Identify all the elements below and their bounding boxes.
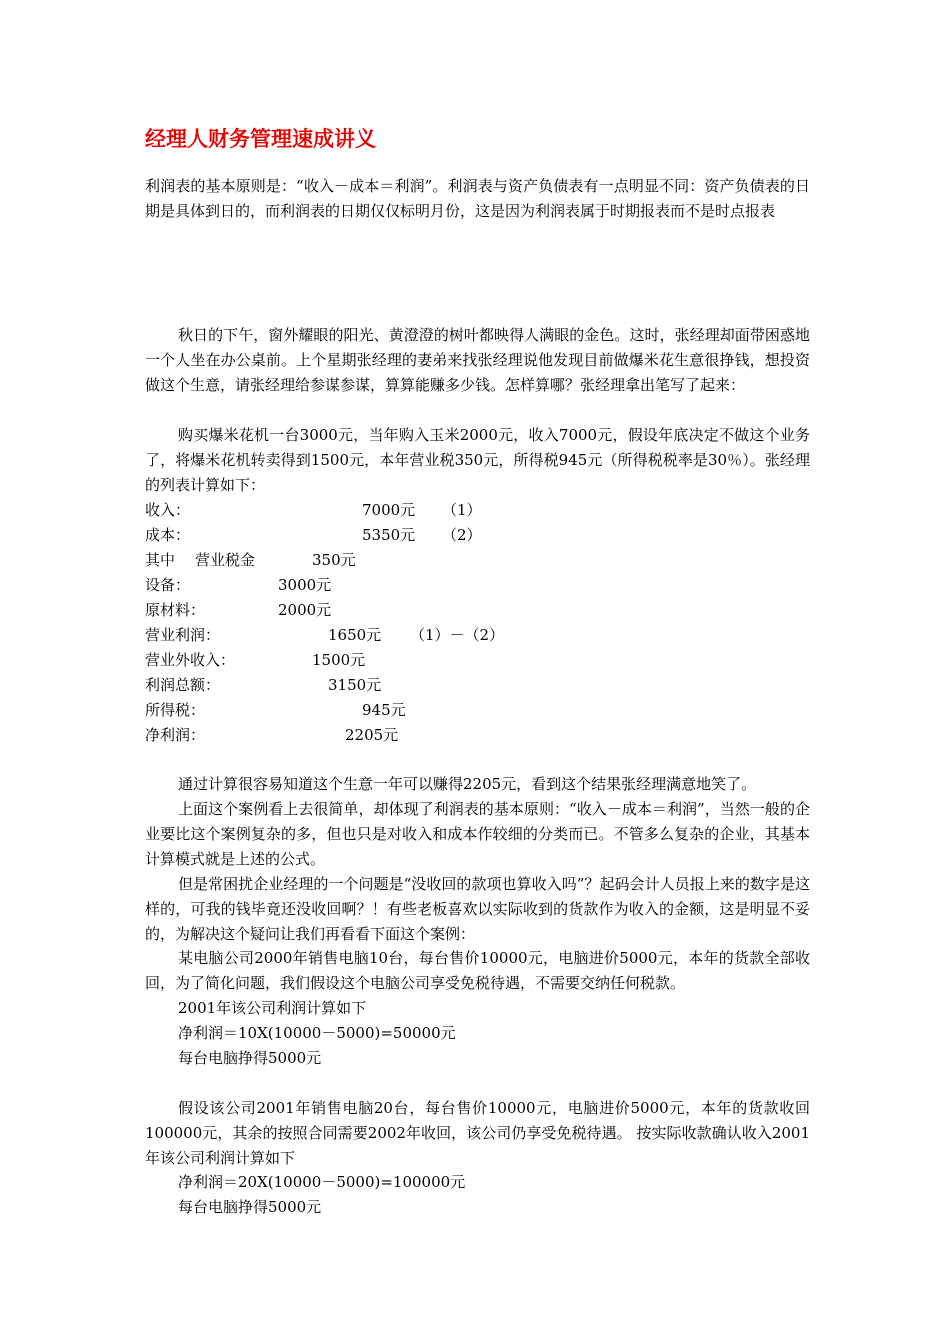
equipment-label: 设备：: [145, 576, 191, 594]
paragraph-result: 通过计算很容易知道这个生意一年可以赚得2205元，看到这个结果张经理满意地笑了。: [178, 775, 757, 793]
case2-formula: 净利润＝20X(10000－5000)=100000元: [178, 1173, 466, 1191]
paragraph-case-2: 假设该公司2001年销售电脑20台，每台售价10000元，电脑进价5000元，本年的货款收回100000元，其余的按照合同需要2002年收回，该公司仍享受免税待遇。 按实际收款确认收入2001年该公司利润计算如下: [145, 1099, 810, 1167]
total-profit-label: 利润总额：: [145, 676, 221, 694]
cost-note: （2）: [442, 526, 482, 544]
total-profit-value: 3150元: [328, 676, 382, 694]
paragraph-case-computer: 某电脑公司2000年销售电脑10台，每台售价10000元，电脑进价5000元，本年的货款全部收回，为了简化问题，我们假设这个电脑公司享受免税待遇，不需要交纳任何税款。: [145, 949, 810, 992]
operating-profit-label: 营业利润：: [145, 626, 221, 644]
materials-label: 原材料：: [145, 601, 206, 619]
revenue-note: （1）: [442, 501, 482, 519]
equipment-value: 3000元: [278, 576, 332, 594]
cost-value: 5350元: [362, 526, 416, 544]
case1-heading: 2001年该公司利润计算如下: [178, 999, 367, 1017]
story-paragraph-2: 购买爆米花机一台3000元，当年购入玉米2000元，收入7000元，假设年底决定不做这个业务了，将爆米花机转卖得到1500元，本年营业税350元，所得税945元（所得税税率是30％）。张经理的列表计算如下：: [145, 426, 810, 494]
paragraph-question: 但是常困扰企业经理的一个问题是“没收回的款项也算收入吗”？起码会计人员报上来的数字是这样的，可我的钱毕竟还没收回啊？！有些老板喜欢以实际收到的货款作为收入的金额，这是明显不妥的，为解决这个疑问让我们再看看下面这个案例：: [145, 875, 810, 943]
operating-profit-note: （1）－（2）: [410, 626, 505, 644]
case1-formula: 净利润＝10X(10000－5000)=50000元: [178, 1024, 456, 1042]
income-tax-value: 945元: [362, 701, 406, 719]
paragraph-principle: 上面这个案例看上去很简单，却体现了利润表的基本原则：“收入－成本＝利润”，当然一般的企业要比这个案例复杂的多，但也只是对收入和成本作较细的分类而已。不管多么复杂的企业，其基本计算模式就是上述的公式。: [145, 800, 810, 868]
document-title: 经理人财务管理速成讲义: [145, 127, 376, 151]
story-paragraph-1: 秋日的下午，窗外耀眼的阳光、黄澄澄的树叶都映得人满眼的金色。这时，张经理却面带困惑地一个人坐在办公桌前。上个星期张经理的妻弟来找张经理说他发现目前做爆米花生意很挣钱，想投资做这个生意，请张经理给参谋参谋，算算能赚多少钱。怎样算哪？张经理拿出笔写了起来：: [145, 326, 810, 394]
cost-label: 成本：: [145, 526, 191, 544]
case1-per-unit: 每台电脑挣得5000元: [178, 1049, 322, 1067]
business-tax-value: 350元: [312, 551, 356, 569]
of-which-label: 其中: [145, 551, 176, 569]
revenue-value: 7000元: [362, 501, 416, 519]
non-operating-income-value: 1500元: [312, 651, 366, 669]
net-profit-label: 净利润：: [145, 726, 206, 744]
net-profit-value: 2205元: [345, 726, 399, 744]
non-operating-income-label: 营业外收入：: [145, 651, 236, 669]
case2-per-unit: 每台电脑挣得5000元: [178, 1198, 322, 1216]
income-tax-label: 所得税：: [145, 701, 206, 719]
revenue-label: 收入：: [145, 501, 191, 519]
intro-paragraph: 利润表的基本原则是：“收入－成本＝利润”。利润表与资产负债表有一点明显不同：资产负债表的日期是具体到日的，而利润表的日期仅仅标明月份，这是因为利润表属于时期报表而不是时点报表: [145, 177, 810, 220]
operating-profit-value: 1650元: [328, 626, 382, 644]
materials-value: 2000元: [278, 601, 332, 619]
business-tax-label: 营业税金: [195, 551, 256, 569]
